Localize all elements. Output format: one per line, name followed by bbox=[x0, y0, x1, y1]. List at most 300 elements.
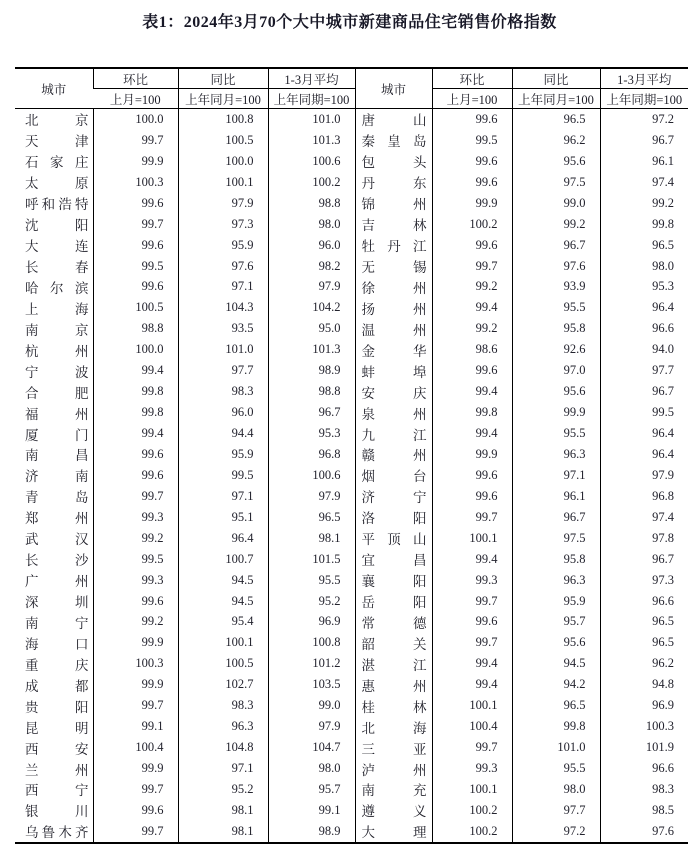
avg-value-right: 95.3 bbox=[600, 277, 688, 298]
mom-value-right: 100.4 bbox=[432, 716, 512, 737]
city-name-label: 南京 bbox=[25, 322, 89, 338]
mom-value-right: 100.2 bbox=[432, 800, 512, 821]
yoy-value-left: 100.7 bbox=[178, 549, 268, 570]
mom-value-right: 99.4 bbox=[432, 653, 512, 674]
city-name-right bbox=[355, 444, 432, 465]
city-name-left bbox=[15, 277, 93, 298]
city-name-left bbox=[15, 339, 93, 360]
city-name-right bbox=[355, 737, 432, 758]
mom-value-left: 99.6 bbox=[93, 591, 178, 612]
city-name-label: 秦皇岛 bbox=[361, 134, 427, 150]
city-name-right bbox=[355, 486, 432, 507]
yoy-value-right: 99.2 bbox=[512, 214, 600, 235]
mom-value-left: 99.7 bbox=[93, 130, 178, 151]
yoy-value-right: 95.5 bbox=[512, 297, 600, 318]
header-avg-base-right: 上年同期=100 bbox=[600, 89, 688, 109]
yoy-value-left: 94.5 bbox=[178, 570, 268, 591]
yoy-value-left: 94.4 bbox=[178, 423, 268, 444]
city-name-left bbox=[15, 402, 93, 423]
mom-value-right: 99.7 bbox=[432, 632, 512, 653]
avg-value-right: 96.4 bbox=[600, 423, 688, 444]
yoy-value-left: 100.1 bbox=[178, 632, 268, 653]
mom-value-right: 100.1 bbox=[432, 528, 512, 549]
avg-value-left: 98.9 bbox=[268, 360, 355, 381]
city-name-label: 昆明 bbox=[25, 720, 89, 736]
mom-value-left: 100.0 bbox=[93, 339, 178, 360]
mom-value-right: 98.6 bbox=[432, 339, 512, 360]
mom-value-left: 99.3 bbox=[93, 507, 178, 528]
city-name-label: 长春 bbox=[25, 260, 89, 276]
mom-value-left: 99.8 bbox=[93, 381, 178, 402]
avg-value-left: 100.8 bbox=[268, 632, 355, 653]
city-name-label: 西宁 bbox=[25, 783, 89, 799]
city-name-label: 常德 bbox=[361, 615, 427, 631]
table-body bbox=[15, 109, 688, 843]
header-mom-base-right: 上月=100 bbox=[432, 89, 512, 109]
city-name-right bbox=[355, 612, 432, 633]
table-row bbox=[15, 779, 688, 800]
city-name-left bbox=[15, 612, 93, 633]
avg-value-right: 96.7 bbox=[600, 130, 688, 151]
yoy-value-right: 97.1 bbox=[512, 465, 600, 486]
city-name-right bbox=[355, 277, 432, 298]
city-name-label: 西安 bbox=[25, 741, 89, 757]
table-row bbox=[15, 109, 688, 130]
avg-value-right: 97.7 bbox=[600, 360, 688, 381]
yoy-value-right: 96.3 bbox=[512, 570, 600, 591]
table-row bbox=[15, 737, 688, 758]
mom-value-left: 99.9 bbox=[93, 758, 178, 779]
avg-value-left: 95.7 bbox=[268, 779, 355, 800]
city-name-label: 南宁 bbox=[25, 615, 89, 631]
yoy-value-left: 97.7 bbox=[178, 360, 268, 381]
city-name-label: 扬州 bbox=[361, 301, 427, 317]
city-name-label: 南充 bbox=[361, 783, 427, 799]
table-row bbox=[15, 235, 688, 256]
city-name-left bbox=[15, 716, 93, 737]
avg-value-left: 98.1 bbox=[268, 528, 355, 549]
avg-value-left: 104.7 bbox=[268, 737, 355, 758]
mom-value-left: 99.6 bbox=[93, 277, 178, 298]
yoy-value-left: 100.5 bbox=[178, 130, 268, 151]
city-name-label: 锦州 bbox=[361, 197, 427, 213]
city-name-right bbox=[355, 172, 432, 193]
yoy-value-right: 97.5 bbox=[512, 172, 600, 193]
avg-value-left: 101.5 bbox=[268, 549, 355, 570]
table-header bbox=[15, 68, 688, 109]
avg-value-left: 103.5 bbox=[268, 674, 355, 695]
city-name-label: 九江 bbox=[361, 427, 427, 443]
yoy-value-right: 92.6 bbox=[512, 339, 600, 360]
table-row bbox=[15, 339, 688, 360]
table-row bbox=[15, 486, 688, 507]
yoy-value-left: 98.1 bbox=[178, 800, 268, 821]
city-name-label: 乌鲁木齐 bbox=[25, 825, 89, 841]
avg-value-right: 97.9 bbox=[600, 465, 688, 486]
avg-value-right: 99.2 bbox=[600, 193, 688, 214]
mom-value-left: 99.5 bbox=[93, 549, 178, 570]
table-row bbox=[15, 507, 688, 528]
city-name-label: 桂林 bbox=[361, 699, 427, 715]
avg-value-right: 96.5 bbox=[600, 235, 688, 256]
mom-value-left: 99.4 bbox=[93, 360, 178, 381]
mom-value-right: 99.6 bbox=[432, 465, 512, 486]
header-row-main bbox=[15, 68, 688, 89]
city-name-left bbox=[15, 193, 93, 214]
table-row bbox=[15, 591, 688, 612]
city-name-left bbox=[15, 821, 93, 843]
avg-value-left: 98.8 bbox=[268, 381, 355, 402]
yoy-value-left: 104.8 bbox=[178, 737, 268, 758]
avg-value-right: 98.3 bbox=[600, 779, 688, 800]
header-yoy-base-right: 上年同月=100 bbox=[512, 89, 600, 109]
yoy-value-left: 97.6 bbox=[178, 256, 268, 277]
city-name-right bbox=[355, 214, 432, 235]
mom-value-left: 99.7 bbox=[93, 486, 178, 507]
yoy-value-right: 99.8 bbox=[512, 716, 600, 737]
avg-value-right: 94.0 bbox=[600, 339, 688, 360]
city-name-label: 杭州 bbox=[25, 343, 89, 359]
mom-value-right: 99.7 bbox=[432, 256, 512, 277]
mom-value-left: 100.0 bbox=[93, 109, 178, 130]
avg-value-left: 98.8 bbox=[268, 193, 355, 214]
header-mom-right: 环比 bbox=[432, 68, 512, 89]
yoy-value-left: 98.3 bbox=[178, 381, 268, 402]
city-name-left bbox=[15, 130, 93, 151]
mom-value-right: 99.4 bbox=[432, 381, 512, 402]
yoy-value-left: 97.1 bbox=[178, 277, 268, 298]
city-name-right bbox=[355, 339, 432, 360]
city-name-right bbox=[355, 674, 432, 695]
city-name-label: 宜昌 bbox=[361, 553, 427, 569]
city-name-label: 安庆 bbox=[361, 385, 427, 401]
avg-value-right: 96.4 bbox=[600, 444, 688, 465]
yoy-value-right: 95.5 bbox=[512, 758, 600, 779]
city-name-right bbox=[355, 318, 432, 339]
header-avg-base-left: 上年同期=100 bbox=[268, 89, 355, 109]
city-name-label: 韶关 bbox=[361, 636, 427, 652]
city-name-label: 北海 bbox=[361, 720, 427, 736]
city-name-label: 太原 bbox=[25, 176, 89, 192]
avg-value-right: 96.5 bbox=[600, 612, 688, 633]
city-name-right bbox=[355, 423, 432, 444]
city-name-left bbox=[15, 444, 93, 465]
city-name-label: 呼和浩特 bbox=[25, 197, 89, 213]
city-name-left bbox=[15, 214, 93, 235]
avg-value-right: 96.2 bbox=[600, 653, 688, 674]
city-name-right bbox=[355, 591, 432, 612]
yoy-value-left: 97.9 bbox=[178, 193, 268, 214]
mom-value-right: 99.6 bbox=[432, 109, 512, 130]
city-name-left bbox=[15, 465, 93, 486]
city-name-label: 包头 bbox=[361, 155, 427, 171]
city-name-right bbox=[355, 653, 432, 674]
mom-value-left: 98.8 bbox=[93, 318, 178, 339]
avg-value-left: 98.2 bbox=[268, 256, 355, 277]
yoy-value-right: 97.0 bbox=[512, 360, 600, 381]
mom-value-left: 99.9 bbox=[93, 674, 178, 695]
city-name-label: 天津 bbox=[25, 134, 89, 150]
header-avg-right: 1-3月平均 bbox=[600, 68, 688, 89]
city-name-label: 郑州 bbox=[25, 511, 89, 527]
table-row bbox=[15, 528, 688, 549]
city-name-right bbox=[355, 570, 432, 591]
yoy-value-left: 100.1 bbox=[178, 172, 268, 193]
mom-value-right: 99.7 bbox=[432, 591, 512, 612]
avg-value-left: 101.2 bbox=[268, 653, 355, 674]
header-city-right: 城市 bbox=[355, 68, 432, 109]
avg-value-left: 104.2 bbox=[268, 297, 355, 318]
table-row bbox=[15, 381, 688, 402]
mom-value-left: 100.4 bbox=[93, 737, 178, 758]
table-row bbox=[15, 423, 688, 444]
table-row bbox=[15, 318, 688, 339]
yoy-value-right: 97.7 bbox=[512, 800, 600, 821]
city-name-left bbox=[15, 779, 93, 800]
city-name-right bbox=[355, 235, 432, 256]
avg-value-right: 97.4 bbox=[600, 507, 688, 528]
city-name-right bbox=[355, 360, 432, 381]
avg-value-right: 97.2 bbox=[600, 109, 688, 130]
city-name-label: 银川 bbox=[25, 804, 89, 820]
city-name-left bbox=[15, 381, 93, 402]
table-row bbox=[15, 193, 688, 214]
avg-value-right: 98.5 bbox=[600, 800, 688, 821]
yoy-value-left: 97.1 bbox=[178, 758, 268, 779]
city-name-left bbox=[15, 737, 93, 758]
city-name-label: 海口 bbox=[25, 636, 89, 652]
avg-value-left: 95.2 bbox=[268, 591, 355, 612]
yoy-value-right: 95.6 bbox=[512, 632, 600, 653]
table-row bbox=[15, 758, 688, 779]
mom-value-left: 99.2 bbox=[93, 612, 178, 633]
yoy-value-right: 95.5 bbox=[512, 423, 600, 444]
avg-value-right: 96.8 bbox=[600, 486, 688, 507]
yoy-value-left: 100.0 bbox=[178, 151, 268, 172]
city-name-label: 哈尔滨 bbox=[25, 280, 89, 296]
table-row bbox=[15, 130, 688, 151]
city-name-label: 襄阳 bbox=[361, 574, 427, 590]
city-name-left bbox=[15, 297, 93, 318]
city-name-right bbox=[355, 297, 432, 318]
city-name-left bbox=[15, 632, 93, 653]
avg-value-left: 95.5 bbox=[268, 570, 355, 591]
city-name-label: 沈阳 bbox=[25, 218, 89, 234]
mom-value-right: 99.6 bbox=[432, 360, 512, 381]
city-name-right bbox=[355, 758, 432, 779]
city-name-label: 蚌埠 bbox=[361, 364, 427, 380]
city-name-right bbox=[355, 821, 432, 843]
yoy-value-right: 101.0 bbox=[512, 737, 600, 758]
avg-value-left: 101.0 bbox=[268, 109, 355, 130]
city-name-label: 上海 bbox=[25, 301, 89, 317]
avg-value-right: 101.9 bbox=[600, 737, 688, 758]
mom-value-left: 99.7 bbox=[93, 779, 178, 800]
city-name-left bbox=[15, 570, 93, 591]
city-name-label: 惠州 bbox=[361, 678, 427, 694]
header-yoy-left: 同比 bbox=[178, 68, 268, 89]
mom-value-right: 99.6 bbox=[432, 486, 512, 507]
avg-value-left: 95.0 bbox=[268, 318, 355, 339]
city-name-label: 烟台 bbox=[361, 469, 427, 485]
city-name-left bbox=[15, 318, 93, 339]
city-name-label: 青岛 bbox=[25, 490, 89, 506]
avg-value-left: 96.9 bbox=[268, 612, 355, 633]
mom-value-right: 99.5 bbox=[432, 130, 512, 151]
avg-value-right: 97.3 bbox=[600, 570, 688, 591]
city-name-right bbox=[355, 528, 432, 549]
header-mom-base-left: 上月=100 bbox=[93, 89, 178, 109]
yoy-value-right: 95.8 bbox=[512, 549, 600, 570]
avg-value-right: 97.4 bbox=[600, 172, 688, 193]
avg-value-right: 99.5 bbox=[600, 402, 688, 423]
avg-value-left: 100.6 bbox=[268, 151, 355, 172]
yoy-value-right: 96.5 bbox=[512, 109, 600, 130]
city-name-right bbox=[355, 779, 432, 800]
city-name-left bbox=[15, 758, 93, 779]
yoy-value-left: 102.7 bbox=[178, 674, 268, 695]
city-name-left bbox=[15, 423, 93, 444]
avg-value-left: 96.0 bbox=[268, 235, 355, 256]
avg-value-right: 98.0 bbox=[600, 256, 688, 277]
mom-value-right: 99.4 bbox=[432, 423, 512, 444]
city-name-left bbox=[15, 549, 93, 570]
table-row bbox=[15, 695, 688, 716]
avg-value-left: 96.5 bbox=[268, 507, 355, 528]
city-name-label: 宁波 bbox=[25, 364, 89, 380]
table-row bbox=[15, 360, 688, 381]
yoy-value-right: 95.6 bbox=[512, 381, 600, 402]
city-name-right bbox=[355, 549, 432, 570]
yoy-value-left: 100.5 bbox=[178, 653, 268, 674]
yoy-value-left: 99.5 bbox=[178, 465, 268, 486]
table-row bbox=[15, 297, 688, 318]
city-name-label: 贵阳 bbox=[25, 699, 89, 715]
mom-value-left: 99.7 bbox=[93, 214, 178, 235]
yoy-value-right: 96.7 bbox=[512, 235, 600, 256]
city-name-label: 吉林 bbox=[361, 218, 427, 234]
mom-value-left: 99.6 bbox=[93, 193, 178, 214]
city-name-label: 赣州 bbox=[361, 448, 427, 464]
mom-value-right: 100.1 bbox=[432, 695, 512, 716]
mom-value-left: 99.8 bbox=[93, 402, 178, 423]
mom-value-right: 99.3 bbox=[432, 758, 512, 779]
table-row bbox=[15, 277, 688, 298]
city-name-right bbox=[355, 151, 432, 172]
city-name-left bbox=[15, 528, 93, 549]
avg-value-left: 100.2 bbox=[268, 172, 355, 193]
mom-value-right: 99.9 bbox=[432, 193, 512, 214]
mom-value-right: 99.4 bbox=[432, 297, 512, 318]
city-name-right bbox=[355, 632, 432, 653]
mom-value-left: 99.5 bbox=[93, 256, 178, 277]
mom-value-right: 100.2 bbox=[432, 214, 512, 235]
city-name-label: 重庆 bbox=[25, 657, 89, 673]
avg-value-left: 97.9 bbox=[268, 277, 355, 298]
city-name-right bbox=[355, 381, 432, 402]
city-name-left bbox=[15, 256, 93, 277]
avg-value-right: 100.3 bbox=[600, 716, 688, 737]
city-name-label: 温州 bbox=[361, 322, 427, 338]
yoy-value-left: 95.2 bbox=[178, 779, 268, 800]
mom-value-left: 99.6 bbox=[93, 444, 178, 465]
table-row bbox=[15, 570, 688, 591]
table-row bbox=[15, 549, 688, 570]
city-name-label: 湛江 bbox=[361, 657, 427, 673]
yoy-value-left: 104.3 bbox=[178, 297, 268, 318]
header-mom-left: 环比 bbox=[93, 68, 178, 89]
city-name-right bbox=[355, 256, 432, 277]
city-name-label: 成都 bbox=[25, 678, 89, 694]
table-row bbox=[15, 465, 688, 486]
avg-value-left: 101.3 bbox=[268, 130, 355, 151]
city-name-label: 三亚 bbox=[361, 741, 427, 757]
avg-value-right: 97.6 bbox=[600, 821, 688, 843]
yoy-value-right: 96.5 bbox=[512, 695, 600, 716]
mom-value-left: 99.4 bbox=[93, 423, 178, 444]
mom-value-right: 99.2 bbox=[432, 277, 512, 298]
yoy-value-left: 98.1 bbox=[178, 821, 268, 843]
mom-value-right: 99.6 bbox=[432, 151, 512, 172]
yoy-value-right: 94.2 bbox=[512, 674, 600, 695]
avg-value-right: 97.8 bbox=[600, 528, 688, 549]
city-name-label: 徐州 bbox=[361, 280, 427, 296]
avg-value-left: 98.0 bbox=[268, 214, 355, 235]
table-row bbox=[15, 256, 688, 277]
yoy-value-right: 97.2 bbox=[512, 821, 600, 843]
yoy-value-left: 96.3 bbox=[178, 716, 268, 737]
city-name-label: 丹东 bbox=[361, 176, 427, 192]
avg-value-right: 96.7 bbox=[600, 381, 688, 402]
yoy-value-right: 93.9 bbox=[512, 277, 600, 298]
avg-value-left: 97.9 bbox=[268, 716, 355, 737]
yoy-value-left: 97.3 bbox=[178, 214, 268, 235]
city-name-label: 南昌 bbox=[25, 448, 89, 464]
city-name-label: 济宁 bbox=[361, 490, 427, 506]
avg-value-right: 96.6 bbox=[600, 318, 688, 339]
mom-value-right: 99.3 bbox=[432, 570, 512, 591]
mom-value-right: 99.6 bbox=[432, 235, 512, 256]
avg-value-left: 95.3 bbox=[268, 423, 355, 444]
city-name-label: 唐山 bbox=[361, 113, 427, 129]
yoy-value-left: 96.0 bbox=[178, 402, 268, 423]
city-name-label: 合肥 bbox=[25, 385, 89, 401]
mom-value-right: 99.8 bbox=[432, 402, 512, 423]
city-name-left bbox=[15, 486, 93, 507]
yoy-value-right: 99.0 bbox=[512, 193, 600, 214]
avg-value-right: 96.5 bbox=[600, 632, 688, 653]
city-name-label: 无锡 bbox=[361, 260, 427, 276]
yoy-value-right: 96.2 bbox=[512, 130, 600, 151]
yoy-value-left: 97.1 bbox=[178, 486, 268, 507]
table-row bbox=[15, 800, 688, 821]
city-name-label: 石家庄 bbox=[25, 155, 89, 171]
yoy-value-left: 94.5 bbox=[178, 591, 268, 612]
yoy-value-right: 95.8 bbox=[512, 318, 600, 339]
mom-value-left: 99.9 bbox=[93, 151, 178, 172]
avg-value-left: 99.1 bbox=[268, 800, 355, 821]
yoy-value-left: 96.4 bbox=[178, 528, 268, 549]
page-title: 表1：2024年3月70个大中城市新建商品住宅销售价格指数 bbox=[142, 14, 557, 31]
avg-value-right: 96.6 bbox=[600, 591, 688, 612]
mom-value-left: 100.5 bbox=[93, 297, 178, 318]
city-name-label: 济南 bbox=[25, 469, 89, 485]
avg-value-right: 96.4 bbox=[600, 297, 688, 318]
table-row bbox=[15, 151, 688, 172]
mom-value-left: 99.3 bbox=[93, 570, 178, 591]
mom-value-left: 99.7 bbox=[93, 821, 178, 843]
avg-value-left: 96.8 bbox=[268, 444, 355, 465]
